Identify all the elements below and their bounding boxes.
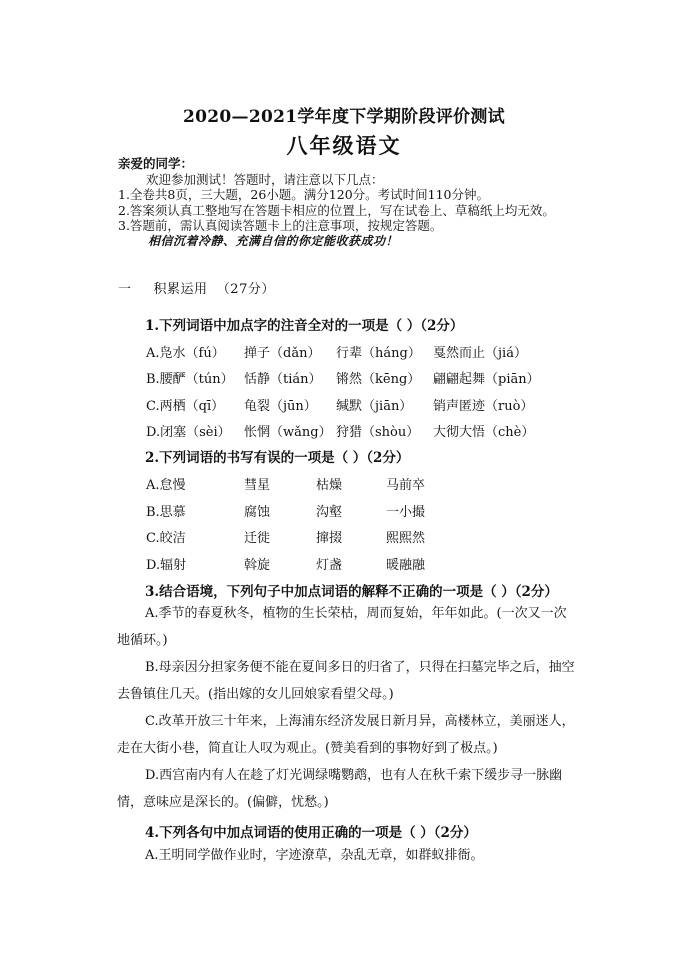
option-word: 狩猎（shòu）: [336, 425, 420, 440]
question-3-stem: 3.结合语境，下列句子中加点词语的解释不正确的一项是（ ）（2分）: [145, 584, 558, 600]
option-word: A.怠慢: [146, 478, 186, 493]
option-word: 熙熙然: [386, 531, 426, 546]
notice-greeting: 亲爱的同学：: [118, 156, 194, 171]
notice-motto: 相信沉着冷静、充满自信的你定能收获成功！: [148, 233, 399, 248]
section-score: （27分）: [216, 282, 275, 297]
question-2-option-c: [146, 527, 425, 546]
question-4-option-a: A.王明同学做作业时，字迹潦草，杂乱无章，如群蚁排衙。: [145, 848, 484, 863]
option-word: 大彻大悟（chè）: [433, 425, 535, 440]
option-word: 暖融融: [386, 558, 426, 573]
option-word: D.闭塞（sèi）: [146, 425, 231, 440]
option-word: 翩翩起舞（piān）: [433, 372, 540, 387]
section-number: 一: [118, 282, 132, 297]
question-4-stem: 4.下列各句中加点词语的使用正确的一项是（ ）（2分）: [145, 825, 477, 841]
section-heading: [118, 278, 275, 297]
option-word: D.辐射: [146, 558, 187, 573]
option-word: 枯燥: [316, 478, 343, 493]
notice-item: 2.答案须认真工整地写在答题卡相应的位置上，写在试卷上、草稿纸上均无效。: [118, 202, 555, 218]
exam-notice: [118, 156, 588, 249]
question-2-option-b: [146, 501, 425, 520]
question-2-option-a: [146, 474, 425, 493]
question-2-option-d: [146, 554, 425, 573]
option-word: C.皎洁: [146, 531, 186, 546]
option-word: 掸子（dǎn）: [244, 346, 321, 361]
question-1-option-b: [146, 368, 540, 387]
option-word: C.两栖（qī）: [146, 399, 225, 414]
option-word: 戛然而止（jiá）: [433, 346, 527, 361]
option-word: 龟裂（jūn）: [244, 399, 317, 414]
option-word: 斡旋: [244, 558, 271, 573]
option-word: 马前卒: [386, 478, 426, 493]
question-3-option-a: A.季节的春夏秋冬，植物的生长荣枯，周而复始，年年如此。(一次又一次地循环。): [117, 606, 567, 648]
option-word: 销声匿迹（ruò）: [433, 399, 534, 414]
notice-item: 3.答题前，需认真阅读答题卡上的注意事项，按规定答题。: [118, 218, 443, 233]
option-word: B.思慕: [146, 505, 186, 520]
question-3-option-b: B.母亲因分担家务便不能在夏间多日的归省了，只得在扫墓完毕之后，抽空去鲁镇住几天。(指出嫁的女儿回娘家看望父母。): [117, 660, 575, 702]
exam-subtitle: 八年级语文: [286, 133, 402, 158]
question-1-option-c: [146, 395, 533, 414]
option-word: 缄默（jiān）: [336, 399, 413, 414]
option-word: 彗星: [244, 478, 271, 493]
option-word: 一小撮: [386, 505, 426, 520]
option-word: A.凫水（fú）: [146, 346, 225, 361]
question-3-option-d: D.西宫南内有人在趁了灯光调绿嘴鹦鹉，也有人在秋千索下缓步寻一脉幽情，意味应是深长的。(偏僻，忧愁。): [117, 768, 563, 810]
question-3-option-c: C.改革开放三十年来，上海浦东经济发展日新月异，高楼林立，美丽迷人，走在大街小巷，简直让人叹为观止。(赞美看到的事物好到了极点。): [117, 714, 575, 756]
question-1-option-d: [146, 421, 534, 440]
option-word: 怅惘（wǎng）: [244, 425, 332, 440]
section-title: 积累运用: [153, 282, 208, 297]
notice-welcome: 欢迎参加测试！答题时，请注意以下几点：: [146, 171, 384, 187]
exam-title: 2020—2021学年度下学期阶段评价测试: [183, 107, 505, 127]
question-1-stem: 1.下列词语中加点字的注音全对的一项是（ ）（2分）: [145, 318, 464, 334]
option-word: B.腰酽（tún）: [146, 372, 234, 387]
question-1-option-a: [146, 342, 527, 361]
option-word: 撺掇: [316, 531, 343, 546]
option-word: 灯盏: [316, 558, 343, 573]
option-word: 迁徙: [244, 531, 271, 546]
option-word: 腐蚀: [244, 505, 271, 520]
option-word: 恬静（tián）: [244, 372, 322, 387]
option-word: 锵然（kēng）: [336, 372, 421, 387]
question-2-stem: 2.下列词语的书写有误的一项是（ ）（2分）: [145, 450, 410, 466]
notice-item: 1.全卷共8页，三大题，26小题。满分120分。考试时间110分钟。: [118, 187, 490, 202]
option-word: 行辈（háng）: [336, 346, 421, 361]
option-word: 沟壑: [316, 505, 343, 520]
